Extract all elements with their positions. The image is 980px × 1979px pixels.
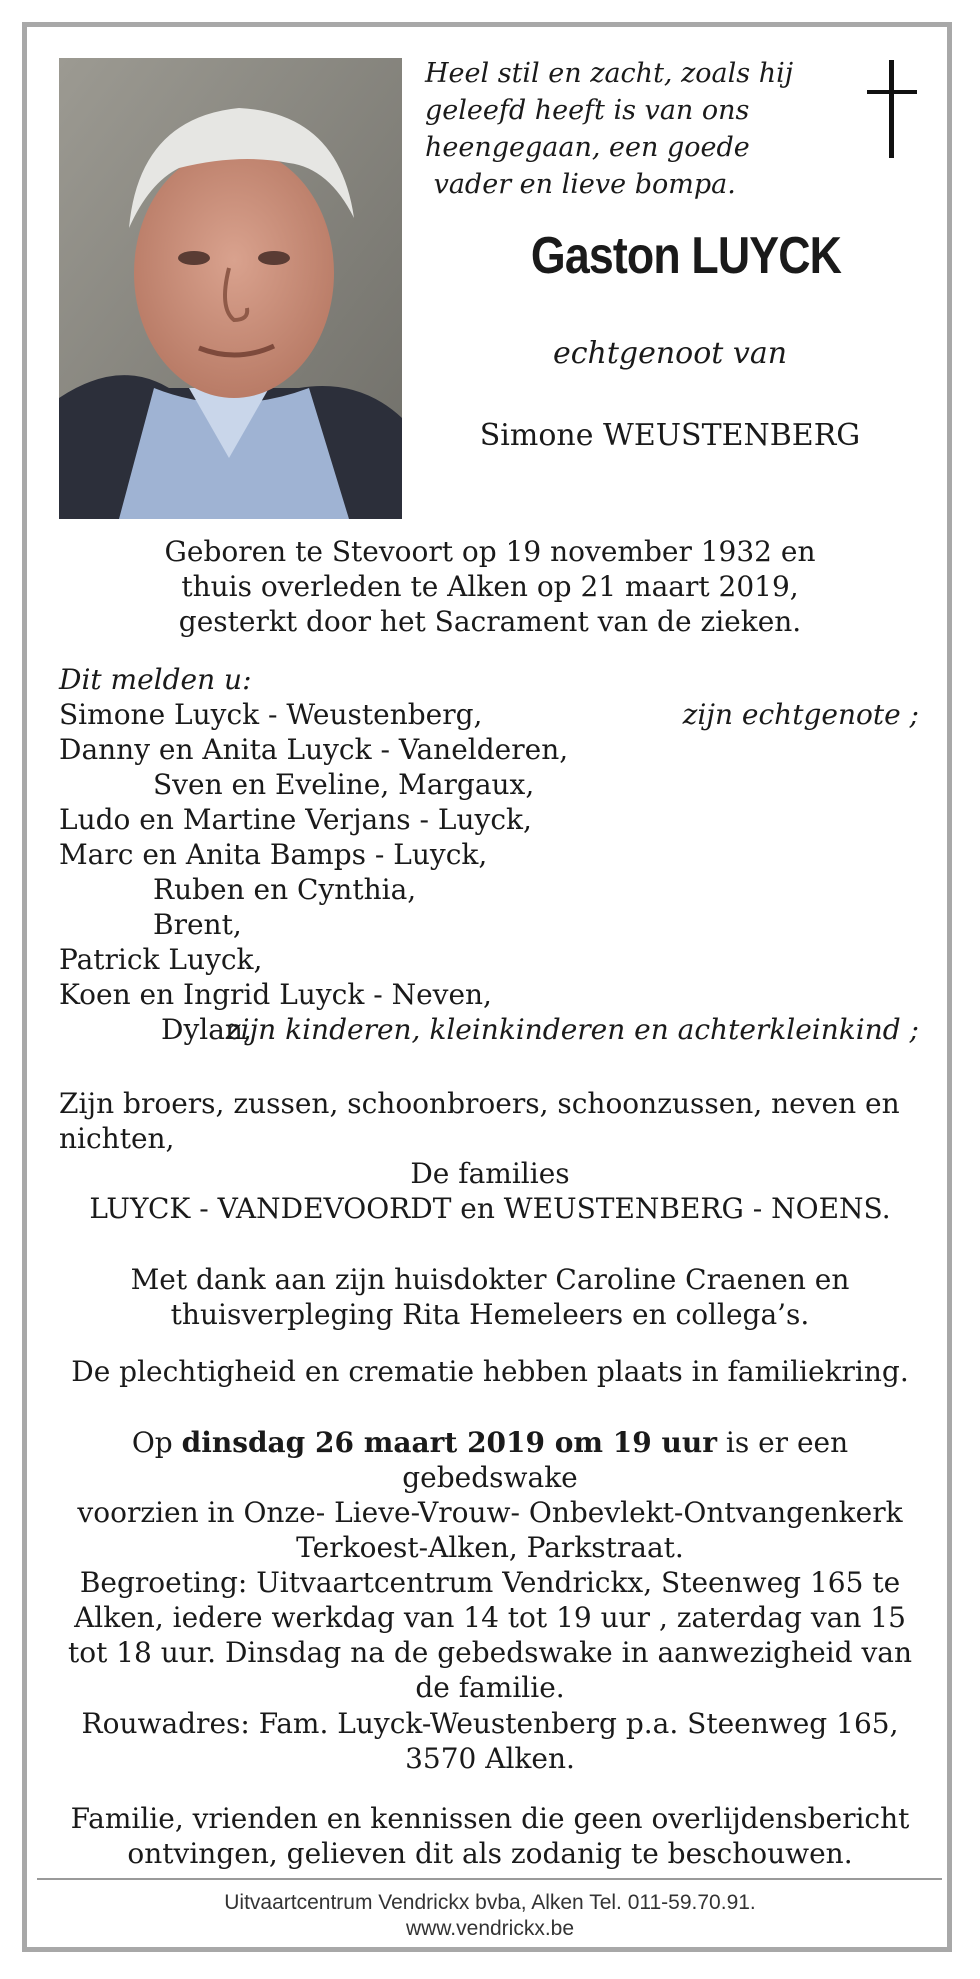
wake-line	[40, 1425, 940, 1495]
poem	[425, 55, 805, 203]
wake-suffix: is er een gebedswake	[402, 1426, 849, 1494]
wake-date: dinsdag 26 maart 2019 om 19 uur	[181, 1426, 717, 1459]
deceased-name: Gaston LUYCK	[530, 227, 842, 285]
family-name: Koen en Ingrid Luyck - Neven,	[59, 978, 492, 1011]
wake-line: de familie.	[415, 1671, 565, 1704]
family-row	[59, 872, 919, 907]
family-row	[59, 1012, 919, 1047]
announcement-list	[59, 662, 919, 1047]
wake-line: Terkoest-Alken, Parkstraat.	[296, 1531, 684, 1564]
siblings-line: nichten,	[59, 1122, 175, 1155]
siblings-text	[59, 1086, 919, 1156]
family-name: Ludo en Martine Verjans - Luyck,	[59, 803, 532, 836]
birth-line: gesterkt door het Sacrament van de zieken.	[178, 605, 802, 638]
announcement-label: Dit melden u:	[59, 663, 252, 696]
final-line: ontvingen, gelieven dit als zodanig te beschouwen.	[127, 1837, 853, 1870]
family-row	[59, 942, 919, 977]
thanks-line: thuisverpleging Rita Hemeleers en collega’s.	[170, 1298, 810, 1331]
family-name: Brent,	[153, 908, 242, 941]
address-line: Rouwadres: Fam. Luyck-Weustenberg p.a. Steenweg 165,	[81, 1707, 899, 1740]
final-line: Familie, vrienden en kennissen die geen overlijdensbericht	[70, 1802, 910, 1835]
birth-death-info	[60, 534, 920, 639]
birth-line: Geboren te Stevoort op 19 november 1932 en	[164, 535, 816, 568]
family-name: Danny en Anita Luyck - Vanelderen,	[59, 733, 569, 766]
address-line: 3570 Alken.	[405, 1742, 575, 1775]
birth-line: thuis overleden te Alken op 21 maart 2019,	[181, 570, 799, 603]
family-name: Simone Luyck - Weustenberg,	[59, 698, 483, 731]
family-name: Sven en Eveline, Margaux,	[153, 768, 535, 801]
siblings-line: Zijn broers, zussen, schoonbroers, schoonzussen, neven en	[59, 1087, 900, 1120]
footer-divider	[37, 1878, 942, 1880]
family-name: Patrick Luyck,	[59, 943, 263, 976]
poem-line: vader en lieve bompa.	[425, 169, 736, 200]
families-line: LUYCK - VANDEVOORDT en WEUSTENBERG - NOENS.	[89, 1192, 891, 1225]
spouse-label: echtgenoot van	[552, 336, 788, 371]
family-row	[59, 907, 919, 942]
ceremony-text: De plechtigheid en crematie hebben plaats in familiekring.	[71, 1355, 909, 1388]
families-line: De families	[410, 1157, 570, 1190]
family-row	[59, 732, 919, 767]
final-notice	[40, 1801, 940, 1871]
mourning-address	[40, 1706, 940, 1776]
family-row	[59, 837, 919, 872]
family-row	[59, 767, 919, 802]
family-name: Ruben en Cynthia,	[153, 873, 417, 906]
family-name: Dylan,	[161, 1013, 252, 1046]
wake-line: voorzien in Onze- Lieve-Vrouw- Onbevlekt-Ontvangenkerk	[77, 1496, 903, 1529]
family-row	[59, 697, 919, 732]
spouse-name: Simone WEUSTENBERG	[479, 418, 861, 453]
wake-text	[40, 1425, 940, 1705]
footer-website: www.vendrickx.be	[405, 1917, 575, 1940]
relation-note: zijn kinderen, kleinkinderen en achterkleinkind ;	[225, 1013, 919, 1046]
footer-company: Uitvaartcentrum Vendrickx bvba, Alken Tel. 011-59.70.91.	[224, 1891, 756, 1914]
family-name: Marc en Anita Bamps - Luyck,	[59, 838, 488, 871]
thanks-text	[40, 1262, 940, 1332]
wake-line: Alken, iedere werkdag van 14 tot 19 uur , zaterdag van 15	[74, 1601, 906, 1634]
poem-line: geleefd heeft is van ons	[425, 95, 750, 126]
cross-icon	[863, 58, 923, 164]
thanks-line: Met dank aan zijn huisdokter Caroline Craenen en	[130, 1263, 850, 1296]
families-text	[40, 1156, 940, 1226]
poem-line: Heel stil en zacht, zoals hij	[425, 58, 794, 89]
relation-note: zijn echtgenote ;	[682, 698, 919, 731]
wake-prefix: Op	[131, 1426, 182, 1459]
poem-line: heengegaan, een goede	[425, 132, 750, 163]
family-row	[59, 802, 919, 837]
wake-line: tot 18 uur. Dinsdag na de gebedswake in aanwezigheid van	[67, 1636, 913, 1669]
footer	[40, 1890, 940, 1942]
portrait-photo	[59, 58, 402, 519]
family-row	[59, 977, 919, 1012]
wake-line: Begroeting: Uitvaartcentrum Vendrickx, Steenweg 165 te	[79, 1566, 901, 1599]
